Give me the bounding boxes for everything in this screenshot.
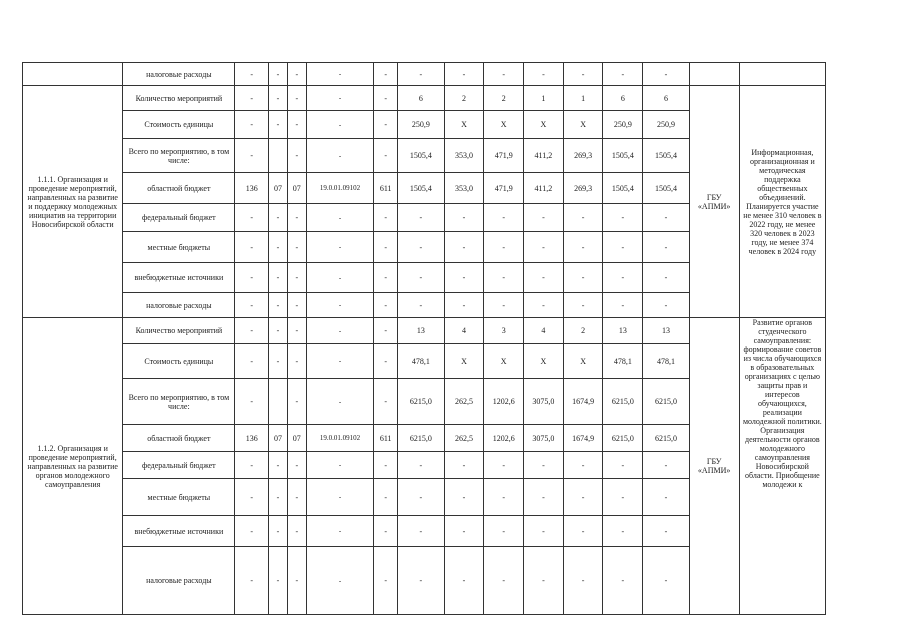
value-cell: - [306,344,374,379]
value-cell: - [398,204,445,232]
value-cell: - [235,111,269,139]
value-cell: X [563,344,603,379]
value-cell: 478,1 [643,344,690,379]
value-cell: - [484,63,524,86]
value-cell: - [374,318,398,344]
value-cell: - [306,63,374,86]
value-cell: - [444,452,484,479]
value-cell: X [484,344,524,379]
value-cell: - [287,293,306,318]
value-cell: 611 [374,173,398,204]
row-label: Всего по мероприятию, в том числе: [123,139,235,173]
value-cell: - [444,479,484,516]
value-cell: X [524,111,564,139]
result-cell [739,63,826,86]
value-cell: - [235,547,269,615]
value-cell: - [643,452,690,479]
value-cell: - [374,479,398,516]
value-cell: - [524,547,564,615]
value-cell: - [235,516,269,547]
value-cell: X [484,111,524,139]
value-cell: - [643,516,690,547]
value-cell: - [235,86,269,111]
value-cell: - [306,232,374,263]
value-cell: - [484,516,524,547]
value-cell: - [374,547,398,615]
value-cell: - [563,204,603,232]
value-cell: - [287,111,306,139]
value-cell: - [374,293,398,318]
value-cell: - [484,479,524,516]
value-cell: - [287,479,306,516]
value-cell: - [484,452,524,479]
value-cell: 2 [444,86,484,111]
value-cell: - [306,318,374,344]
value-cell: - [563,516,603,547]
value-cell: - [374,344,398,379]
expected-result: Информационная, организационная и методическая поддержка общественных объединений. Планируется участие не менее 310 человек в 2022 году, не менее 320 человек в 2023 году, не менее 374 человек в 2024 году [739,86,826,318]
value-cell: - [269,318,288,344]
table-row [23,318,905,344]
value-cell: - [374,263,398,293]
value-cell: - [287,86,306,111]
row-label: Количество мероприятий [123,86,235,111]
value-cell: - [374,139,398,173]
value-cell: 2 [563,318,603,344]
value-cell: 250,9 [398,111,445,139]
executor-org: ГБУ «АПМИ» [689,318,739,615]
value-cell: 478,1 [398,344,445,379]
value-cell: - [524,516,564,547]
value-cell: - [235,318,269,344]
expected-result: Развитие органов студенческого самоуправления: формирование советов из числа обучающихся в образовательных организациях с целью защиты прав и интересов обучающихся, реализации молодежной политики. Организация деятельности органов молодежного самоуправления Новосибирской области. Приобщение молодежи к [739,318,826,615]
row-label: областной бюджет [123,173,235,204]
value-cell: - [444,547,484,615]
value-cell: 2 [484,86,524,111]
value-cell: - [444,63,484,86]
value-cell: 6215,0 [398,425,445,452]
value-cell: - [643,293,690,318]
value-cell: - [524,452,564,479]
value-cell: 4 [524,318,564,344]
value-cell: - [524,204,564,232]
value-cell: - [235,452,269,479]
org-cell [689,63,739,86]
value-cell: 07 [269,425,288,452]
value-cell: - [306,379,374,425]
value-cell: - [287,263,306,293]
table-row [23,86,905,111]
value-cell: - [374,86,398,111]
value-cell: - [444,293,484,318]
value-cell: - [524,63,564,86]
value-cell: - [306,204,374,232]
value-cell: - [398,263,445,293]
value-cell: - [235,204,269,232]
value-cell: - [235,232,269,263]
row-label: федеральный бюджет [123,204,235,232]
value-cell: 1505,4 [603,173,643,204]
value-cell: 250,9 [603,111,643,139]
value-cell: 411,2 [524,139,564,173]
value-cell: 3075,0 [524,379,564,425]
value-cell: - [306,86,374,111]
value-cell: 07 [287,425,306,452]
value-cell: - [235,379,269,425]
value-cell: - [563,452,603,479]
value-cell: - [603,232,643,263]
value-cell: - [269,63,288,86]
value-cell: - [287,139,306,173]
value-cell: X [444,111,484,139]
value-cell: - [484,547,524,615]
value-cell: 6215,0 [603,379,643,425]
value-cell: - [287,344,306,379]
value-cell: - [306,516,374,547]
value-cell: 250,9 [643,111,690,139]
value-cell: - [603,547,643,615]
value-cell: - [603,263,643,293]
value-cell: - [306,452,374,479]
value-cell: 6 [643,86,690,111]
value-cell: - [484,263,524,293]
measure-name: 1.1.1. Организация и проведение мероприятий, направленных на развитие и поддержку молодежных инициатив на территории Новосибирской области [23,86,123,318]
value-cell: 411,2 [524,173,564,204]
value-cell: - [306,263,374,293]
value-cell: - [524,263,564,293]
value-cell: - [603,63,643,86]
value-cell: - [374,379,398,425]
budget-table [22,62,905,615]
measure-name-cell [23,63,123,86]
value-cell: 3 [484,318,524,344]
value-cell: - [643,204,690,232]
value-cell: - [269,263,288,293]
value-cell: - [374,452,398,479]
value-cell: - [524,479,564,516]
value-cell: - [484,293,524,318]
row-label: местные бюджеты [123,232,235,263]
value-cell: 1202,6 [484,425,524,452]
row-label: налоговые расходы [123,63,235,86]
value-cell: - [235,293,269,318]
value-cell: - [603,293,643,318]
value-cell: - [398,547,445,615]
value-cell: - [398,452,445,479]
row-label: внебюджетные источники [123,263,235,293]
value-cell: - [269,479,288,516]
value-cell: 07 [287,173,306,204]
value-cell: 1505,4 [643,173,690,204]
value-cell: - [603,479,643,516]
value-cell: 1505,4 [643,139,690,173]
value-cell: 6 [603,86,643,111]
row-label: Стоимость единицы [123,111,235,139]
row-label: Стоимость единицы [123,344,235,379]
value-cell: - [374,111,398,139]
value-cell: - [643,63,690,86]
value-cell: - [484,204,524,232]
value-cell: - [398,516,445,547]
value-cell: - [235,63,269,86]
value-cell: - [444,204,484,232]
value-cell: 1 [563,86,603,111]
value-cell: - [306,293,374,318]
value-cell: 1505,4 [398,139,445,173]
value-cell: 136 [235,173,269,204]
value-cell: - [563,63,603,86]
value-cell: 1674,9 [563,425,603,452]
value-cell: - [374,204,398,232]
value-cell: 07 [269,173,288,204]
value-cell: 6215,0 [643,425,690,452]
value-cell [269,139,288,173]
value-cell: 136 [235,425,269,452]
value-cell: - [287,379,306,425]
value-cell: - [374,516,398,547]
row-label: налоговые расходы [123,293,235,318]
value-cell: - [563,479,603,516]
value-cell: - [563,232,603,263]
value-cell: 6 [398,86,445,111]
value-cell: - [643,547,690,615]
value-cell: 353,0 [444,173,484,204]
value-cell: - [269,232,288,263]
value-cell: - [287,232,306,263]
row-label: областной бюджет [123,425,235,452]
value-cell: - [563,293,603,318]
value-cell: - [306,547,374,615]
value-cell: - [235,263,269,293]
value-cell: - [374,232,398,263]
row-label: внебюджетные источники [123,516,235,547]
value-cell: - [603,452,643,479]
value-cell: - [269,111,288,139]
value-cell: - [398,232,445,263]
value-cell: 6215,0 [603,425,643,452]
value-cell: - [287,516,306,547]
value-cell: 13 [643,318,690,344]
value-cell: - [235,479,269,516]
value-cell: - [374,63,398,86]
value-cell: - [306,111,374,139]
value-cell: - [306,479,374,516]
value-cell: - [269,204,288,232]
value-cell: - [269,547,288,615]
value-cell: 13 [398,318,445,344]
value-cell: 478,1 [603,344,643,379]
value-cell: 262,5 [444,379,484,425]
value-cell: - [524,232,564,263]
value-cell: 269,3 [563,139,603,173]
value-cell: - [269,516,288,547]
value-cell: - [643,232,690,263]
value-cell: - [524,293,564,318]
value-cell: - [235,344,269,379]
value-cell: 1202,6 [484,379,524,425]
row-label: налоговые расходы [123,547,235,615]
value-cell: 6215,0 [643,379,690,425]
value-cell: 269,3 [563,173,603,204]
table-row [23,63,905,86]
value-cell: - [398,63,445,86]
value-cell: 4 [444,318,484,344]
measure-name: 1.1.2. Организация и проведение мероприятий, направленных на развитие органов молодежного самоуправления [23,318,123,615]
value-cell: X [563,111,603,139]
value-cell: - [306,139,374,173]
value-cell: - [398,479,445,516]
value-cell: 353,0 [444,139,484,173]
value-cell: - [603,516,643,547]
value-cell: 13 [603,318,643,344]
value-cell [269,379,288,425]
value-cell: - [444,232,484,263]
value-cell: 1505,4 [398,173,445,204]
value-cell: - [235,139,269,173]
value-cell: 1674,9 [563,379,603,425]
value-cell: 6215,0 [398,379,445,425]
row-label: федеральный бюджет [123,452,235,479]
value-cell: 1 [524,86,564,111]
value-cell: 471,9 [484,139,524,173]
value-cell: - [269,86,288,111]
value-cell: - [287,452,306,479]
value-cell: 1505,4 [603,139,643,173]
value-cell: - [269,293,288,318]
value-cell: - [563,547,603,615]
value-cell: - [643,263,690,293]
executor-org: ГБУ «АПМИ» [689,86,739,318]
value-cell: 19.0.01.09102 [306,173,374,204]
value-cell: - [444,263,484,293]
value-cell: - [269,452,288,479]
value-cell: 611 [374,425,398,452]
value-cell: 19.0.01.09102 [306,425,374,452]
value-cell: 471,9 [484,173,524,204]
row-label: Всего по мероприятию, в том числе: [123,379,235,425]
row-label: Количество мероприятий [123,318,235,344]
value-cell: - [563,263,603,293]
value-cell: - [269,344,288,379]
value-cell: X [524,344,564,379]
row-label: местные бюджеты [123,479,235,516]
value-cell: X [444,344,484,379]
value-cell: - [287,204,306,232]
value-cell: - [484,232,524,263]
value-cell: - [287,63,306,86]
value-cell: 3075,0 [524,425,564,452]
value-cell: - [287,318,306,344]
value-cell: - [643,479,690,516]
budget-table-page [22,62,905,615]
value-cell: - [398,293,445,318]
value-cell: 262,5 [444,425,484,452]
value-cell: - [444,516,484,547]
value-cell: - [287,547,306,615]
value-cell: - [603,204,643,232]
